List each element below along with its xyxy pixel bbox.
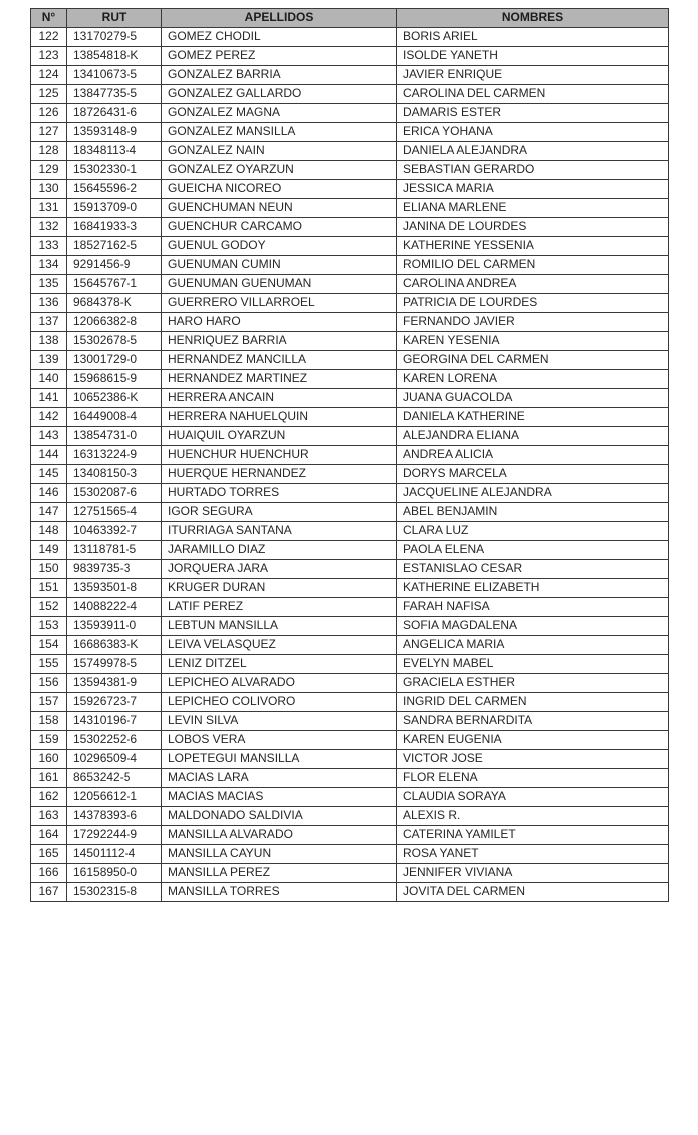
cell-numero: 143 bbox=[31, 427, 67, 446]
cell-apellidos: MANSILLA ALVARADO bbox=[162, 826, 397, 845]
cell-rut: 12056612-1 bbox=[67, 788, 162, 807]
table-row bbox=[31, 161, 669, 180]
cell-apellidos: HUAIQUIL OYARZUN bbox=[162, 427, 397, 446]
cell-apellidos: LEPICHEO ALVARADO bbox=[162, 674, 397, 693]
cell-nombres: ERICA YOHANA bbox=[397, 123, 669, 142]
cell-rut: 13118781-5 bbox=[67, 541, 162, 560]
cell-numero: 156 bbox=[31, 674, 67, 693]
table-row bbox=[31, 522, 669, 541]
cell-numero: 147 bbox=[31, 503, 67, 522]
cell-nombres: JACQUELINE ALEJANDRA bbox=[397, 484, 669, 503]
table-row bbox=[31, 636, 669, 655]
cell-nombres: ROMILIO DEL CARMEN bbox=[397, 256, 669, 275]
cell-nombres: DAMARIS ESTER bbox=[397, 104, 669, 123]
cell-nombres: KATHERINE ELIZABETH bbox=[397, 579, 669, 598]
table-row bbox=[31, 332, 669, 351]
cell-apellidos: MANSILLA PEREZ bbox=[162, 864, 397, 883]
cell-apellidos: ITURRIAGA SANTANA bbox=[162, 522, 397, 541]
cell-numero: 123 bbox=[31, 47, 67, 66]
table-row bbox=[31, 123, 669, 142]
table-row bbox=[31, 807, 669, 826]
table-row bbox=[31, 541, 669, 560]
cell-nombres: PAOLA ELENA bbox=[397, 541, 669, 560]
cell-rut: 13170279-5 bbox=[67, 28, 162, 47]
cell-rut: 16158950-0 bbox=[67, 864, 162, 883]
cell-numero: 141 bbox=[31, 389, 67, 408]
table-row bbox=[31, 769, 669, 788]
cell-nombres: SEBASTIAN GERARDO bbox=[397, 161, 669, 180]
cell-nombres: EVELYN MABEL bbox=[397, 655, 669, 674]
cell-apellidos: GUENCHUMAN NEUN bbox=[162, 199, 397, 218]
cell-nombres: PATRICIA DE LOURDES bbox=[397, 294, 669, 313]
cell-numero: 152 bbox=[31, 598, 67, 617]
table-row bbox=[31, 275, 669, 294]
cell-rut: 18726431-6 bbox=[67, 104, 162, 123]
cell-nombres: ANGELICA MARIA bbox=[397, 636, 669, 655]
table-row bbox=[31, 47, 669, 66]
cell-rut: 15749978-5 bbox=[67, 655, 162, 674]
cell-rut: 12751565-4 bbox=[67, 503, 162, 522]
table-row bbox=[31, 446, 669, 465]
cell-rut: 15302678-5 bbox=[67, 332, 162, 351]
cell-numero: 125 bbox=[31, 85, 67, 104]
table-row bbox=[31, 674, 669, 693]
cell-numero: 151 bbox=[31, 579, 67, 598]
cell-numero: 134 bbox=[31, 256, 67, 275]
cell-apellidos: MALDONADO SALDIVIA bbox=[162, 807, 397, 826]
cell-nombres: DANIELA KATHERINE bbox=[397, 408, 669, 427]
cell-apellidos: LOBOS VERA bbox=[162, 731, 397, 750]
cell-rut: 9684378-K bbox=[67, 294, 162, 313]
cell-nombres: BORIS ARIEL bbox=[397, 28, 669, 47]
table-row bbox=[31, 465, 669, 484]
cell-nombres: JESSICA MARIA bbox=[397, 180, 669, 199]
cell-nombres: CLAUDIA SORAYA bbox=[397, 788, 669, 807]
cell-nombres: GRACIELA ESTHER bbox=[397, 674, 669, 693]
cell-rut: 16313224-9 bbox=[67, 446, 162, 465]
cell-nombres: FERNANDO JAVIER bbox=[397, 313, 669, 332]
cell-apellidos: GONZALEZ BARRIA bbox=[162, 66, 397, 85]
cell-apellidos: GONZALEZ NAIN bbox=[162, 142, 397, 161]
cell-rut: 18348113-4 bbox=[67, 142, 162, 161]
cell-rut: 10652386-K bbox=[67, 389, 162, 408]
table-row bbox=[31, 864, 669, 883]
cell-rut: 16449008-4 bbox=[67, 408, 162, 427]
cell-rut: 13593501-8 bbox=[67, 579, 162, 598]
cell-numero: 122 bbox=[31, 28, 67, 47]
cell-numero: 158 bbox=[31, 712, 67, 731]
cell-apellidos: HARO HARO bbox=[162, 313, 397, 332]
cell-nombres: DORYS MARCELA bbox=[397, 465, 669, 484]
cell-rut: 14088222-4 bbox=[67, 598, 162, 617]
table-row bbox=[31, 85, 669, 104]
cell-apellidos: IGOR SEGURA bbox=[162, 503, 397, 522]
header-row bbox=[31, 9, 669, 28]
cell-apellidos: GONZALEZ MANSILLA bbox=[162, 123, 397, 142]
cell-apellidos: GUENCHUR CARCAMO bbox=[162, 218, 397, 237]
column-header-rut: RUT bbox=[67, 9, 162, 28]
table-row bbox=[31, 712, 669, 731]
cell-numero: 131 bbox=[31, 199, 67, 218]
cell-nombres: JAVIER ENRIQUE bbox=[397, 66, 669, 85]
cell-apellidos: HENRIQUEZ BARRIA bbox=[162, 332, 397, 351]
table-row bbox=[31, 655, 669, 674]
cell-rut: 10463392-7 bbox=[67, 522, 162, 541]
cell-nombres: ISOLDE YANETH bbox=[397, 47, 669, 66]
cell-nombres: CATERINA YAMILET bbox=[397, 826, 669, 845]
cell-rut: 18527162-5 bbox=[67, 237, 162, 256]
cell-apellidos: GUEICHA NICOREO bbox=[162, 180, 397, 199]
cell-apellidos: LENIZ DITZEL bbox=[162, 655, 397, 674]
table-row bbox=[31, 560, 669, 579]
column-header-nombres: NOMBRES bbox=[397, 9, 669, 28]
cell-numero: 128 bbox=[31, 142, 67, 161]
cell-apellidos: GONZALEZ GALLARDO bbox=[162, 85, 397, 104]
cell-rut: 9291456-9 bbox=[67, 256, 162, 275]
cell-nombres: KAREN EUGENIA bbox=[397, 731, 669, 750]
cell-rut: 13854731-0 bbox=[67, 427, 162, 446]
cell-nombres: VICTOR JOSE bbox=[397, 750, 669, 769]
cell-nombres: FLOR ELENA bbox=[397, 769, 669, 788]
table-row bbox=[31, 883, 669, 902]
table-row bbox=[31, 237, 669, 256]
cell-numero: 162 bbox=[31, 788, 67, 807]
cell-apellidos: GONZALEZ MAGNA bbox=[162, 104, 397, 123]
cell-nombres: ALEXIS R. bbox=[397, 807, 669, 826]
cell-numero: 149 bbox=[31, 541, 67, 560]
cell-nombres: SOFIA MAGDALENA bbox=[397, 617, 669, 636]
cell-rut: 16841933-3 bbox=[67, 218, 162, 237]
cell-nombres: CLARA LUZ bbox=[397, 522, 669, 541]
table-row bbox=[31, 826, 669, 845]
cell-rut: 13593911-0 bbox=[67, 617, 162, 636]
cell-numero: 167 bbox=[31, 883, 67, 902]
cell-nombres: KAREN LORENA bbox=[397, 370, 669, 389]
cell-numero: 136 bbox=[31, 294, 67, 313]
table-row bbox=[31, 142, 669, 161]
cell-apellidos: MACIAS MACIAS bbox=[162, 788, 397, 807]
cell-apellidos: GUENUMAN GUENUMAN bbox=[162, 275, 397, 294]
cell-rut: 13408150-3 bbox=[67, 465, 162, 484]
cell-apellidos: LEIVA VELASQUEZ bbox=[162, 636, 397, 655]
cell-rut: 15302315-8 bbox=[67, 883, 162, 902]
table-row bbox=[31, 579, 669, 598]
cell-numero: 138 bbox=[31, 332, 67, 351]
cell-numero: 139 bbox=[31, 351, 67, 370]
cell-rut: 13593148-9 bbox=[67, 123, 162, 142]
cell-numero: 124 bbox=[31, 66, 67, 85]
cell-nombres: KAREN YESENIA bbox=[397, 332, 669, 351]
cell-numero: 164 bbox=[31, 826, 67, 845]
cell-numero: 154 bbox=[31, 636, 67, 655]
cell-apellidos: GOMEZ CHODIL bbox=[162, 28, 397, 47]
cell-rut: 15926723-7 bbox=[67, 693, 162, 712]
cell-apellidos: MANSILLA TORRES bbox=[162, 883, 397, 902]
cell-rut: 14378393-6 bbox=[67, 807, 162, 826]
cell-apellidos: LEVIN SILVA bbox=[162, 712, 397, 731]
table-row bbox=[31, 503, 669, 522]
cell-numero: 148 bbox=[31, 522, 67, 541]
cell-numero: 161 bbox=[31, 769, 67, 788]
cell-nombres: ROSA YANET bbox=[397, 845, 669, 864]
cell-rut: 13001729-0 bbox=[67, 351, 162, 370]
table-row bbox=[31, 218, 669, 237]
cell-rut: 10296509-4 bbox=[67, 750, 162, 769]
cell-apellidos: HERNANDEZ MARTINEZ bbox=[162, 370, 397, 389]
cell-numero: 160 bbox=[31, 750, 67, 769]
cell-nombres: JENNIFER VIVIANA bbox=[397, 864, 669, 883]
table-row bbox=[31, 256, 669, 275]
cell-numero: 133 bbox=[31, 237, 67, 256]
cell-numero: 157 bbox=[31, 693, 67, 712]
cell-apellidos: GUENUMAN CUMIN bbox=[162, 256, 397, 275]
cell-nombres: ESTANISLAO CESAR bbox=[397, 560, 669, 579]
cell-rut: 16686383-K bbox=[67, 636, 162, 655]
table-row bbox=[31, 313, 669, 332]
roster-table bbox=[30, 8, 669, 902]
cell-nombres: DANIELA ALEJANDRA bbox=[397, 142, 669, 161]
cell-rut: 15645596-2 bbox=[67, 180, 162, 199]
cell-rut: 17292244-9 bbox=[67, 826, 162, 845]
cell-apellidos: LEPICHEO COLIVORO bbox=[162, 693, 397, 712]
cell-numero: 166 bbox=[31, 864, 67, 883]
table-row bbox=[31, 66, 669, 85]
cell-apellidos: GOMEZ PEREZ bbox=[162, 47, 397, 66]
table-row bbox=[31, 731, 669, 750]
cell-nombres: ALEJANDRA ELIANA bbox=[397, 427, 669, 446]
cell-apellidos: HERRERA NAHUELQUIN bbox=[162, 408, 397, 427]
cell-apellidos: HERNANDEZ MANCILLA bbox=[162, 351, 397, 370]
table-row bbox=[31, 389, 669, 408]
table-row bbox=[31, 104, 669, 123]
table-row bbox=[31, 617, 669, 636]
cell-nombres: JOVITA DEL CARMEN bbox=[397, 883, 669, 902]
column-header-numero: N° bbox=[31, 9, 67, 28]
cell-rut: 15968615-9 bbox=[67, 370, 162, 389]
cell-apellidos: LATIF PEREZ bbox=[162, 598, 397, 617]
table-row bbox=[31, 199, 669, 218]
column-header-apellidos: APELLIDOS bbox=[162, 9, 397, 28]
cell-apellidos: HUERQUE HERNANDEZ bbox=[162, 465, 397, 484]
table-row bbox=[31, 750, 669, 769]
cell-nombres: JUANA GUACOLDA bbox=[397, 389, 669, 408]
cell-rut: 15302087-6 bbox=[67, 484, 162, 503]
cell-numero: 140 bbox=[31, 370, 67, 389]
cell-nombres: FARAH NAFISA bbox=[397, 598, 669, 617]
cell-rut: 13594381-9 bbox=[67, 674, 162, 693]
cell-apellidos: HUENCHUR HUENCHUR bbox=[162, 446, 397, 465]
cell-apellidos: LOPETEGUI MANSILLA bbox=[162, 750, 397, 769]
table-row bbox=[31, 845, 669, 864]
cell-numero: 137 bbox=[31, 313, 67, 332]
cell-rut: 15645767-1 bbox=[67, 275, 162, 294]
cell-rut: 15302330-1 bbox=[67, 161, 162, 180]
cell-numero: 150 bbox=[31, 560, 67, 579]
cell-numero: 144 bbox=[31, 446, 67, 465]
cell-nombres: ELIANA MARLENE bbox=[397, 199, 669, 218]
cell-rut: 14501112-4 bbox=[67, 845, 162, 864]
cell-numero: 142 bbox=[31, 408, 67, 427]
cell-numero: 135 bbox=[31, 275, 67, 294]
table-body bbox=[31, 28, 669, 902]
cell-apellidos: HERRERA ANCAIN bbox=[162, 389, 397, 408]
table-row bbox=[31, 370, 669, 389]
cell-rut: 13410673-5 bbox=[67, 66, 162, 85]
cell-rut: 9839735-3 bbox=[67, 560, 162, 579]
table-row bbox=[31, 693, 669, 712]
cell-numero: 126 bbox=[31, 104, 67, 123]
cell-nombres: GEORGINA DEL CARMEN bbox=[397, 351, 669, 370]
cell-apellidos: JORQUERA JARA bbox=[162, 560, 397, 579]
cell-numero: 159 bbox=[31, 731, 67, 750]
cell-rut: 13854818-K bbox=[67, 47, 162, 66]
cell-rut: 8653242-5 bbox=[67, 769, 162, 788]
table-row bbox=[31, 294, 669, 313]
cell-nombres: CAROLINA DEL CARMEN bbox=[397, 85, 669, 104]
cell-apellidos: MACIAS LARA bbox=[162, 769, 397, 788]
cell-numero: 155 bbox=[31, 655, 67, 674]
cell-nombres: KATHERINE YESSENIA bbox=[397, 237, 669, 256]
table-row bbox=[31, 598, 669, 617]
cell-numero: 146 bbox=[31, 484, 67, 503]
cell-apellidos: JARAMILLO DIAZ bbox=[162, 541, 397, 560]
cell-apellidos: MANSILLA CAYUN bbox=[162, 845, 397, 864]
cell-apellidos: GUERRERO VILLARROEL bbox=[162, 294, 397, 313]
cell-apellidos: GONZALEZ OYARZUN bbox=[162, 161, 397, 180]
cell-apellidos: KRUGER DURAN bbox=[162, 579, 397, 598]
cell-nombres: ANDREA ALICIA bbox=[397, 446, 669, 465]
table-row bbox=[31, 427, 669, 446]
cell-numero: 163 bbox=[31, 807, 67, 826]
cell-rut: 12066382-8 bbox=[67, 313, 162, 332]
table-row bbox=[31, 351, 669, 370]
table-row bbox=[31, 484, 669, 503]
cell-numero: 132 bbox=[31, 218, 67, 237]
table-row bbox=[31, 408, 669, 427]
cell-rut: 15302252-6 bbox=[67, 731, 162, 750]
cell-apellidos: GUENUL GODOY bbox=[162, 237, 397, 256]
cell-nombres: SANDRA BERNARDITA bbox=[397, 712, 669, 731]
cell-nombres: ABEL BENJAMIN bbox=[397, 503, 669, 522]
cell-nombres: JANINA DE LOURDES bbox=[397, 218, 669, 237]
cell-apellidos: LEBTUN MANSILLA bbox=[162, 617, 397, 636]
table-row bbox=[31, 28, 669, 47]
cell-nombres: CAROLINA ANDREA bbox=[397, 275, 669, 294]
cell-rut: 13847735-5 bbox=[67, 85, 162, 104]
table-row bbox=[31, 788, 669, 807]
cell-numero: 153 bbox=[31, 617, 67, 636]
cell-numero: 129 bbox=[31, 161, 67, 180]
table-row bbox=[31, 180, 669, 199]
cell-numero: 127 bbox=[31, 123, 67, 142]
cell-rut: 15913709-0 bbox=[67, 199, 162, 218]
cell-numero: 165 bbox=[31, 845, 67, 864]
cell-rut: 14310196-7 bbox=[67, 712, 162, 731]
cell-numero: 145 bbox=[31, 465, 67, 484]
cell-numero: 130 bbox=[31, 180, 67, 199]
cell-apellidos: HURTADO TORRES bbox=[162, 484, 397, 503]
cell-nombres: INGRID DEL CARMEN bbox=[397, 693, 669, 712]
